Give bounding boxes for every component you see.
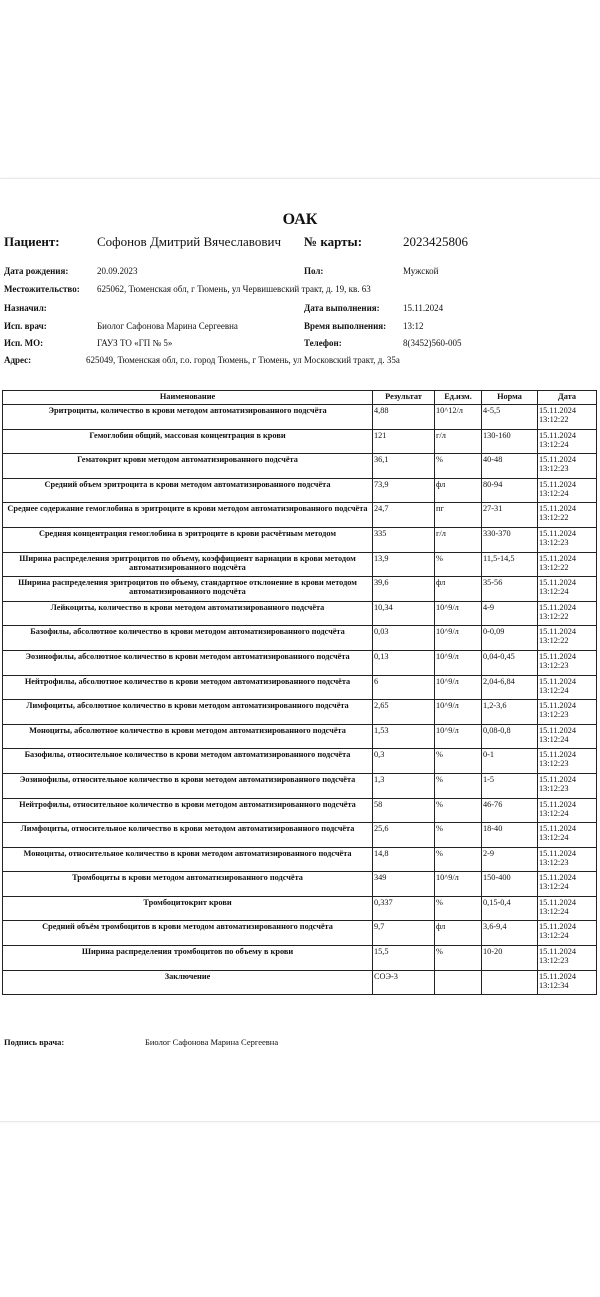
cell-unit: %: [435, 946, 482, 971]
cell-name: Нейтрофилы, относительное количество в крови методом автоматизированного подсчёта: [3, 798, 373, 823]
cell-name: Средний объем эритроцита в крови методом автоматизированного подсчёта: [3, 478, 373, 503]
table-row: [3, 921, 597, 946]
table-row: [3, 503, 597, 528]
table-row: [3, 847, 597, 872]
cell-date-day: 15.11.2024: [539, 602, 577, 612]
cell-result: 0,13: [373, 650, 435, 675]
cell-result: 13,9: [373, 552, 435, 577]
doctor-label: Исп. врач:: [4, 321, 47, 331]
cell-result: 15,5: [373, 946, 435, 971]
cell-norm: 150-400: [482, 872, 538, 897]
cell-date: [538, 577, 597, 602]
cell-result: 0,03: [373, 626, 435, 651]
cell-date-time: 13:12:24: [539, 685, 569, 695]
exec-time-value: 13:12: [403, 321, 424, 331]
assigned-label: Назначил:: [4, 303, 47, 313]
table-row: [3, 527, 597, 552]
phone-label: Телефон:: [304, 338, 342, 348]
cell-name: Базофилы, относительное количество в крови методом автоматизированного подсчёта: [3, 749, 373, 774]
table-header-row: [3, 391, 597, 405]
cell-unit: 10^9/л: [435, 872, 482, 897]
cell-date: [538, 503, 597, 528]
cell-name: Моноциты, относительное количество в крови методом автоматизированного подсчёта: [3, 847, 373, 872]
cell-result: 10,34: [373, 601, 435, 626]
cell-norm: 11,5-14,5: [482, 552, 538, 577]
cell-date-day: 15.11.2024: [539, 873, 577, 883]
cell-unit: [435, 970, 482, 995]
cell-name: Нейтрофилы, абсолютное количество в крови методом автоматизированного подсчёта: [3, 675, 373, 700]
header-unit: Ед.изм.: [435, 391, 482, 405]
cell-name: Базофилы, абсолютное количество в крови методом автоматизированного подсчёта: [3, 626, 373, 651]
cell-date-day: 15.11.2024: [539, 455, 577, 465]
cell-date-time: 13:12:24: [539, 488, 569, 498]
cell-norm: 2,04-6,84: [482, 675, 538, 700]
cell-name: Лейкоциты, количество в крови методом автоматизированного подсчёта: [3, 601, 373, 626]
cell-norm: 3,6-9,4: [482, 921, 538, 946]
cell-name: Тромбоцитокрит крови: [3, 896, 373, 921]
phone-value: 8(3452)560-005: [403, 338, 462, 348]
cell-result: 36,1: [373, 454, 435, 479]
cell-date-time: 13:12:24: [539, 882, 569, 892]
cell-name: Гематокрит крови методом автоматизированного подсчёта: [3, 454, 373, 479]
cell-date: [538, 896, 597, 921]
cell-date-time: 13:12:23: [539, 660, 569, 670]
cell-norm: 40-48: [482, 454, 538, 479]
cell-date-time: 13:12:24: [539, 833, 569, 843]
cell-date: [538, 946, 597, 971]
cell-date-day: 15.11.2024: [539, 406, 577, 415]
cell-result: 58: [373, 798, 435, 823]
cell-unit: 10^9/л: [435, 675, 482, 700]
cell-date-day: 15.11.2024: [539, 725, 577, 735]
cell-name: Средний объём тромбоцитов в крови методом автоматизированного подсчёта: [3, 921, 373, 946]
cell-result: 14,8: [373, 847, 435, 872]
cell-date-time: 13:12:24: [539, 439, 569, 449]
patient-label: Пациент:: [4, 234, 60, 249]
cell-unit: %: [435, 798, 482, 823]
cell-name: Гемоглобин общий, массовая концентрация в крови: [3, 429, 373, 454]
table-row: [3, 429, 597, 454]
cell-norm: 10-20: [482, 946, 538, 971]
cell-date-time: 13:12:24: [539, 906, 569, 916]
cell-date-time: 13:12:22: [539, 562, 569, 572]
cell-date-day: 15.11.2024: [539, 848, 577, 858]
cell-norm: 0-0,09: [482, 626, 538, 651]
cell-unit: %: [435, 847, 482, 872]
cell-result: 2,65: [373, 700, 435, 725]
cell-norm: 4-9: [482, 601, 538, 626]
cell-result: 1,3: [373, 773, 435, 798]
cell-result: 349: [373, 872, 435, 897]
cell-date-day: 15.11.2024: [539, 528, 577, 538]
cell-norm: 18-40: [482, 823, 538, 848]
table-row: [3, 478, 597, 503]
cell-date: [538, 872, 597, 897]
cell-date-day: 15.11.2024: [539, 676, 577, 686]
table-row: [3, 601, 597, 626]
cell-date: [538, 798, 597, 823]
cell-date-time: 13:12:24: [539, 587, 569, 597]
cell-date-time: 13:12:22: [539, 636, 569, 646]
signature-label: Подпись врача:: [4, 1037, 65, 1047]
cell-norm: 0-1: [482, 749, 538, 774]
cell-date-day: 15.11.2024: [539, 824, 577, 834]
birth-label: Дата рождения:: [4, 266, 69, 276]
cell-unit: г/л: [435, 527, 482, 552]
cell-result: 73,9: [373, 478, 435, 503]
table-row: [3, 773, 597, 798]
cell-unit: 10^12/л: [435, 405, 482, 430]
header-date: Дата: [538, 391, 597, 405]
cell-unit: %: [435, 896, 482, 921]
cell-date: [538, 405, 597, 430]
cell-date-day: 15.11.2024: [539, 651, 577, 661]
table-row: [3, 675, 597, 700]
cell-date: [538, 823, 597, 848]
cell-date-time: 13:12:24: [539, 734, 569, 744]
cell-date-day: 15.11.2024: [539, 553, 577, 563]
cell-date: [538, 478, 597, 503]
exec-date-label: Дата выполнения:: [304, 303, 380, 313]
cell-name: Моноциты, абсолютное количество в крови методом автоматизированного подсчёта: [3, 724, 373, 749]
cell-date: [538, 773, 597, 798]
cell-date: [538, 601, 597, 626]
table-row: [3, 946, 597, 971]
card-number: 2023425806: [403, 234, 468, 249]
card-label: № карты:: [304, 234, 363, 249]
cell-unit: %: [435, 749, 482, 774]
table-row: [3, 454, 597, 479]
cell-result: 6: [373, 675, 435, 700]
cell-norm: 1-5: [482, 773, 538, 798]
cell-date: [538, 675, 597, 700]
cell-name: Ширина распределения эритроцитов по объему, коэффициент вариации в крови методом автоматизированного подсчёта: [3, 552, 373, 577]
cell-norm: 80-94: [482, 478, 538, 503]
header-name: Наименование: [3, 391, 373, 405]
cell-date-day: 15.11.2024: [539, 774, 577, 784]
cell-date: [538, 724, 597, 749]
cell-date-day: 15.11.2024: [539, 947, 577, 957]
cell-result: 25,6: [373, 823, 435, 848]
table-row: [3, 577, 597, 602]
cell-norm: 27-31: [482, 503, 538, 528]
cell-date-day: 15.11.2024: [539, 750, 577, 760]
cell-unit: %: [435, 552, 482, 577]
cell-name: Эозинофилы, абсолютное количество в крови методом автоматизированного подсчёта: [3, 650, 373, 675]
cell-date-time: 13:12:24: [539, 931, 569, 941]
cell-norm: [482, 970, 538, 995]
cell-unit: г/л: [435, 429, 482, 454]
cell-result: 4,88: [373, 405, 435, 430]
cell-unit: %: [435, 454, 482, 479]
cell-unit: фл: [435, 577, 482, 602]
table-row: [3, 798, 597, 823]
cell-norm: 46-76: [482, 798, 538, 823]
cell-unit: фл: [435, 921, 482, 946]
cell-date-time: 13:12:23: [539, 857, 569, 867]
cell-date-day: 15.11.2024: [539, 799, 577, 809]
cell-date: [538, 700, 597, 725]
cell-name: Ширина распределения эритроцитов по объему, стандартное отклонение в крови методом автоматизированного подсчёта: [3, 577, 373, 602]
table-row: [3, 823, 597, 848]
cell-name: Лимфоциты, абсолютное количество в крови методом автоматизированного подсчёта: [3, 700, 373, 725]
cell-date-time: 13:12:24: [539, 808, 569, 818]
cell-date-day: 15.11.2024: [539, 479, 577, 489]
cell-date-time: 13:12:22: [539, 513, 569, 523]
cell-unit: фл: [435, 478, 482, 503]
cell-date: [538, 970, 597, 995]
cell-name: Эозинофилы, относительное количество в крови методом автоматизированного подсчёта: [3, 773, 373, 798]
cell-norm: 130-160: [482, 429, 538, 454]
cell-unit: %: [435, 823, 482, 848]
header-result: Результат: [373, 391, 435, 405]
residence-label: Местожительство:: [4, 284, 80, 294]
cell-name: Эритроциты, количество в крови методом автоматизированного подсчёта: [3, 405, 373, 430]
cell-date-day: 15.11.2024: [539, 430, 577, 440]
cell-norm: 4-5,5: [482, 405, 538, 430]
cell-date-time: 13:12:34: [539, 980, 569, 990]
mo-value: ГАУЗ ТО «ГП № 5»: [97, 338, 173, 348]
cell-result: 121: [373, 429, 435, 454]
cell-result: 0,337: [373, 896, 435, 921]
cell-date: [538, 847, 597, 872]
cell-date: [538, 429, 597, 454]
header-norm: Норма: [482, 391, 538, 405]
address-label: Адрес:: [4, 355, 32, 365]
cell-norm: 0,08-0,8: [482, 724, 538, 749]
cell-name: Ширина распределения тромбоцитов по объему в крови: [3, 946, 373, 971]
signature-value: Биолог Сафонова Марина Сергеевна: [145, 1037, 279, 1047]
mo-label: Исп. МО:: [4, 338, 44, 348]
cell-date-time: 13:12:22: [539, 611, 569, 621]
table-row: [3, 724, 597, 749]
table-row: [3, 552, 597, 577]
cell-result: 39,6: [373, 577, 435, 602]
cell-name: Средняя концентрация гемоглобина в эритроците в крови расчётным методом: [3, 527, 373, 552]
table-row: [3, 700, 597, 725]
cell-unit: пг: [435, 503, 482, 528]
cell-date-day: 15.11.2024: [539, 701, 577, 711]
cell-result: 1,53: [373, 724, 435, 749]
cell-date: [538, 921, 597, 946]
cell-unit: 10^9/л: [435, 601, 482, 626]
cell-date-time: 13:12:23: [539, 710, 569, 720]
cell-unit: %: [435, 773, 482, 798]
sex-label: Пол:: [304, 266, 324, 276]
cell-result: СОЭ-3: [373, 970, 435, 995]
document-title: ОАК: [282, 211, 318, 228]
cell-unit: 10^9/л: [435, 650, 482, 675]
cell-result: 9,7: [373, 921, 435, 946]
table-row: [3, 650, 597, 675]
cell-norm: 0,15-0,4: [482, 896, 538, 921]
cell-date-time: 13:12:22: [539, 415, 569, 424]
table-row: [3, 970, 597, 995]
table-row: [3, 749, 597, 774]
cell-date-time: 13:12:23: [539, 464, 569, 474]
cell-date: [538, 527, 597, 552]
cell-name: Лимфоциты, относительное количество в крови методом автоматизированного подсчёта: [3, 823, 373, 848]
document-sheet: [0, 178, 600, 1122]
cell-date-time: 13:12:23: [539, 783, 569, 793]
cell-name: Заключение: [3, 970, 373, 995]
cell-norm: 2-9: [482, 847, 538, 872]
cell-name: Тромбоциты в крови методом автоматизированного подсчёта: [3, 872, 373, 897]
cell-unit: 10^9/л: [435, 700, 482, 725]
cell-unit: 10^9/л: [435, 626, 482, 651]
cell-date-day: 15.11.2024: [539, 627, 577, 637]
table-row: [3, 872, 597, 897]
cell-result: 335: [373, 527, 435, 552]
exec-time-label: Время выполнения:: [304, 321, 387, 331]
doctor-value: Биолог Сафонова Марина Сергеевна: [97, 321, 238, 331]
cell-date-day: 15.11.2024: [539, 971, 577, 981]
cell-date-day: 15.11.2024: [539, 504, 577, 514]
cell-norm: 0,04-0,45: [482, 650, 538, 675]
cell-date: [538, 552, 597, 577]
cell-date: [538, 454, 597, 479]
table-row: [3, 626, 597, 651]
cell-date-time: 13:12:23: [539, 759, 569, 769]
sex-value: Мужской: [403, 266, 439, 276]
cell-result: 0,3: [373, 749, 435, 774]
cell-date-time: 13:12:23: [539, 956, 569, 966]
cell-date-time: 13:12:23: [539, 537, 569, 547]
cell-name: Среднее содержание гемоглобина в эритроците в крови методом автоматизированного подсчёта: [3, 503, 373, 528]
birth-value: 20.09.2023: [97, 266, 138, 276]
cell-date-day: 15.11.2024: [539, 922, 577, 932]
residence-value: 625062, Тюменская обл, г Тюмень, ул Червишевский тракт, д. 19, кв. 63: [97, 284, 371, 294]
cell-date-day: 15.11.2024: [539, 897, 577, 907]
exec-date-value: 15.11.2024: [403, 303, 444, 313]
patient-name: Софонов Дмитрий Вячеславович: [97, 234, 281, 249]
cell-date-day: 15.11.2024: [539, 578, 577, 588]
table-row: [3, 405, 597, 430]
table-row: [3, 896, 597, 921]
cell-norm: 35-56: [482, 577, 538, 602]
cell-date: [538, 749, 597, 774]
results-table: [2, 390, 597, 995]
cell-norm: 1,2-3,6: [482, 700, 538, 725]
cell-date: [538, 650, 597, 675]
cell-norm: 330-370: [482, 527, 538, 552]
address-value: 625049, Тюменская обл, г.о. город Тюмень, г Тюмень, ул Московский тракт, д. 35а: [86, 355, 400, 365]
cell-date: [538, 626, 597, 651]
cell-unit: 10^9/л: [435, 724, 482, 749]
cell-result: 24,7: [373, 503, 435, 528]
